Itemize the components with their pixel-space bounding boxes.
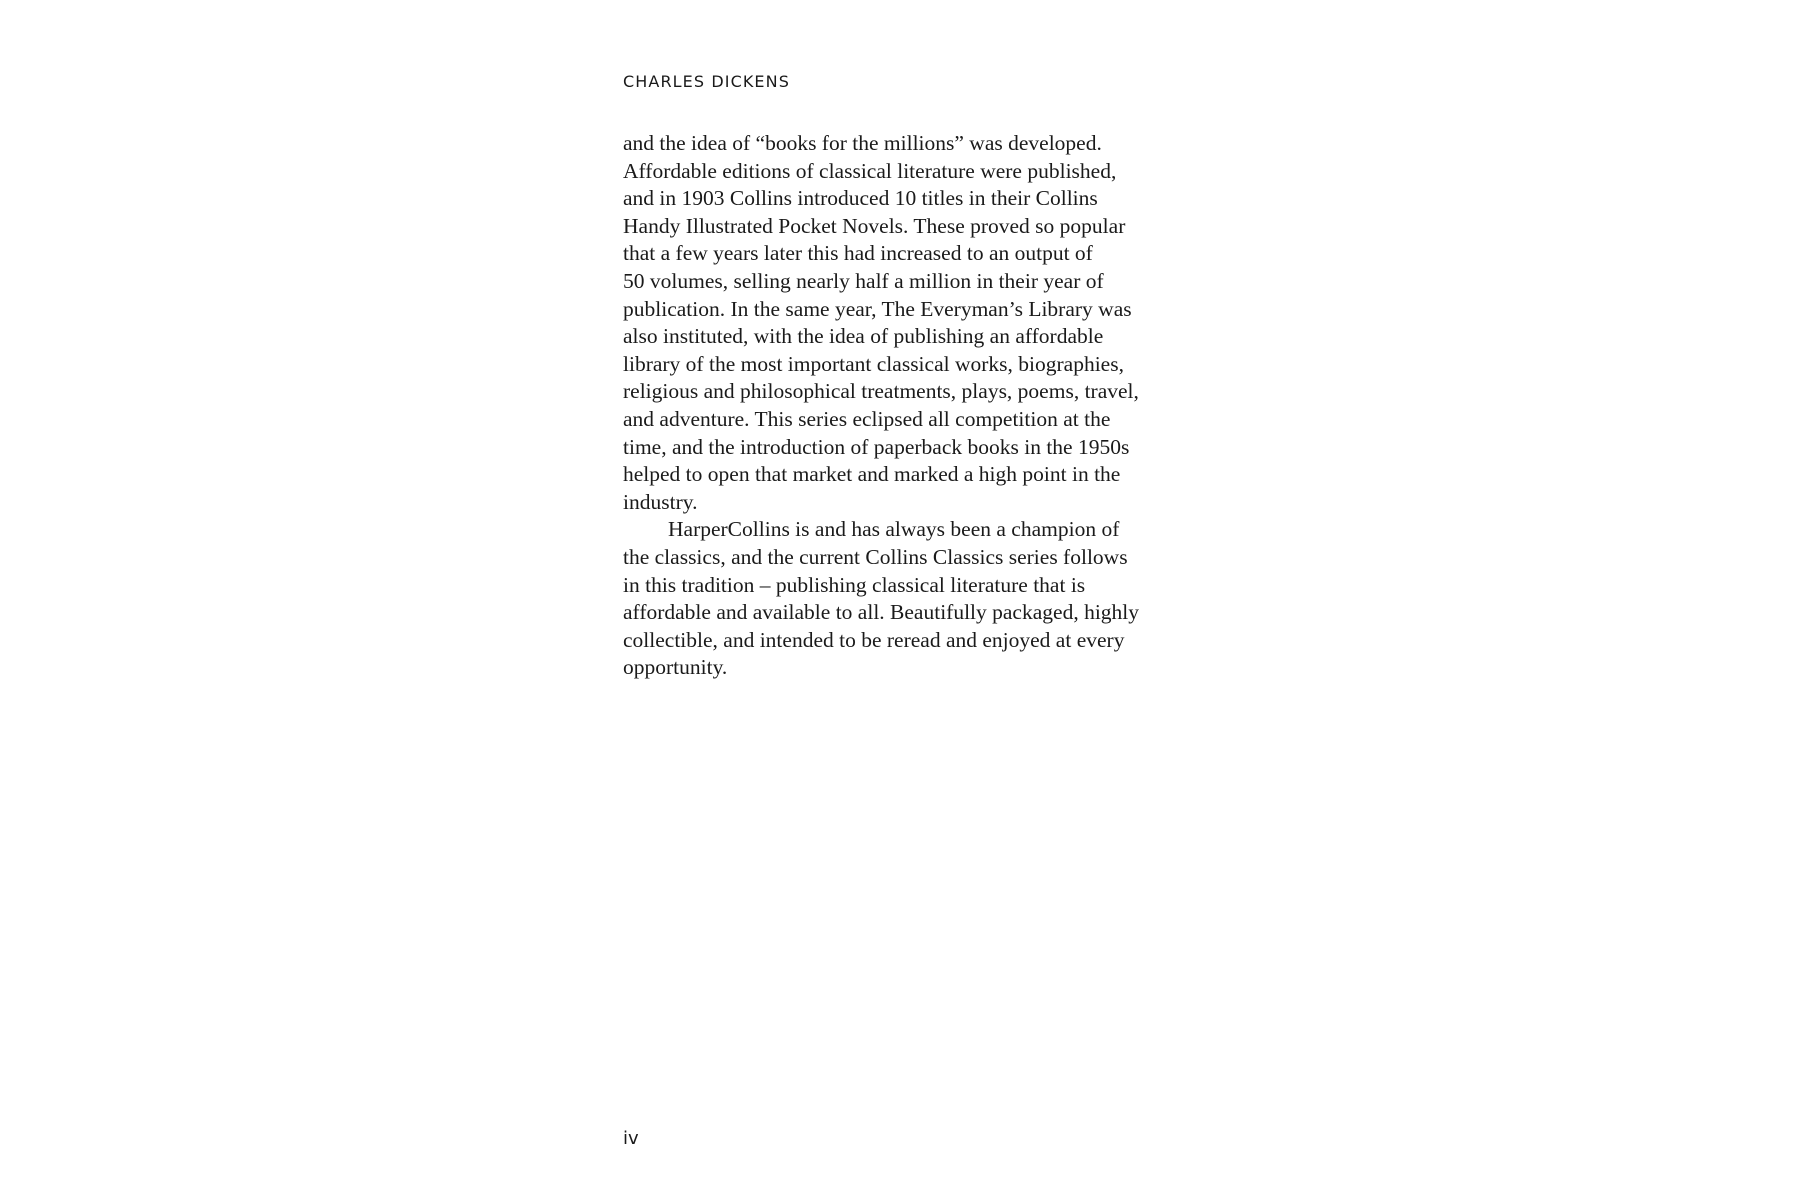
paragraph-1: [623, 130, 1183, 516]
text-line: Affordable editions of classical literature were published,: [623, 158, 1117, 183]
text-line: collectible, and intended to be reread and enjoyed at every: [623, 627, 1125, 652]
text-line-indented: HarperCollins is and has always been a champion of: [668, 517, 1120, 542]
text-line: publication. In the same year, The Everyman’s Library was: [623, 296, 1132, 321]
text-line: Handy Illustrated Pocket Novels. These proved so popular: [623, 213, 1126, 238]
text-line: also instituted, with the idea of publishing an affordable: [623, 324, 1104, 349]
text-line: that a few years later this had increased to an output of: [623, 241, 1093, 266]
text-line: the classics, and the current Collins Classics series follows: [623, 544, 1128, 569]
text-line: library of the most important classical works, biographies,: [623, 351, 1124, 376]
running-head: CHARLES DICKENS: [623, 72, 790, 91]
text-line: affordable and available to all. Beautifully packaged, highly: [623, 600, 1140, 625]
text-line: 50 volumes, selling nearly half a million in their year of: [623, 268, 1104, 293]
body-text: [623, 130, 1183, 682]
page-number: iv: [623, 1128, 639, 1149]
text-line: helped to open that market and marked a high point in the: [623, 462, 1121, 487]
text-line: and in 1903 Collins introduced 10 titles in their Collins: [623, 186, 1098, 211]
text-line: industry.: [623, 489, 698, 514]
text-line: religious and philosophical treatments, plays, poems, travel,: [623, 379, 1139, 404]
text-line: time, and the introduction of paperback books in the 1950s: [623, 434, 1130, 459]
text-line: in this tradition – publishing classical literature that is: [623, 572, 1086, 597]
text-line: opportunity.: [623, 655, 728, 680]
text-line: and adventure. This series eclipsed all competition at the: [623, 406, 1111, 431]
paragraph-2: [623, 516, 1183, 682]
text-line: and the idea of “books for the millions” was developed.: [623, 131, 1102, 155]
